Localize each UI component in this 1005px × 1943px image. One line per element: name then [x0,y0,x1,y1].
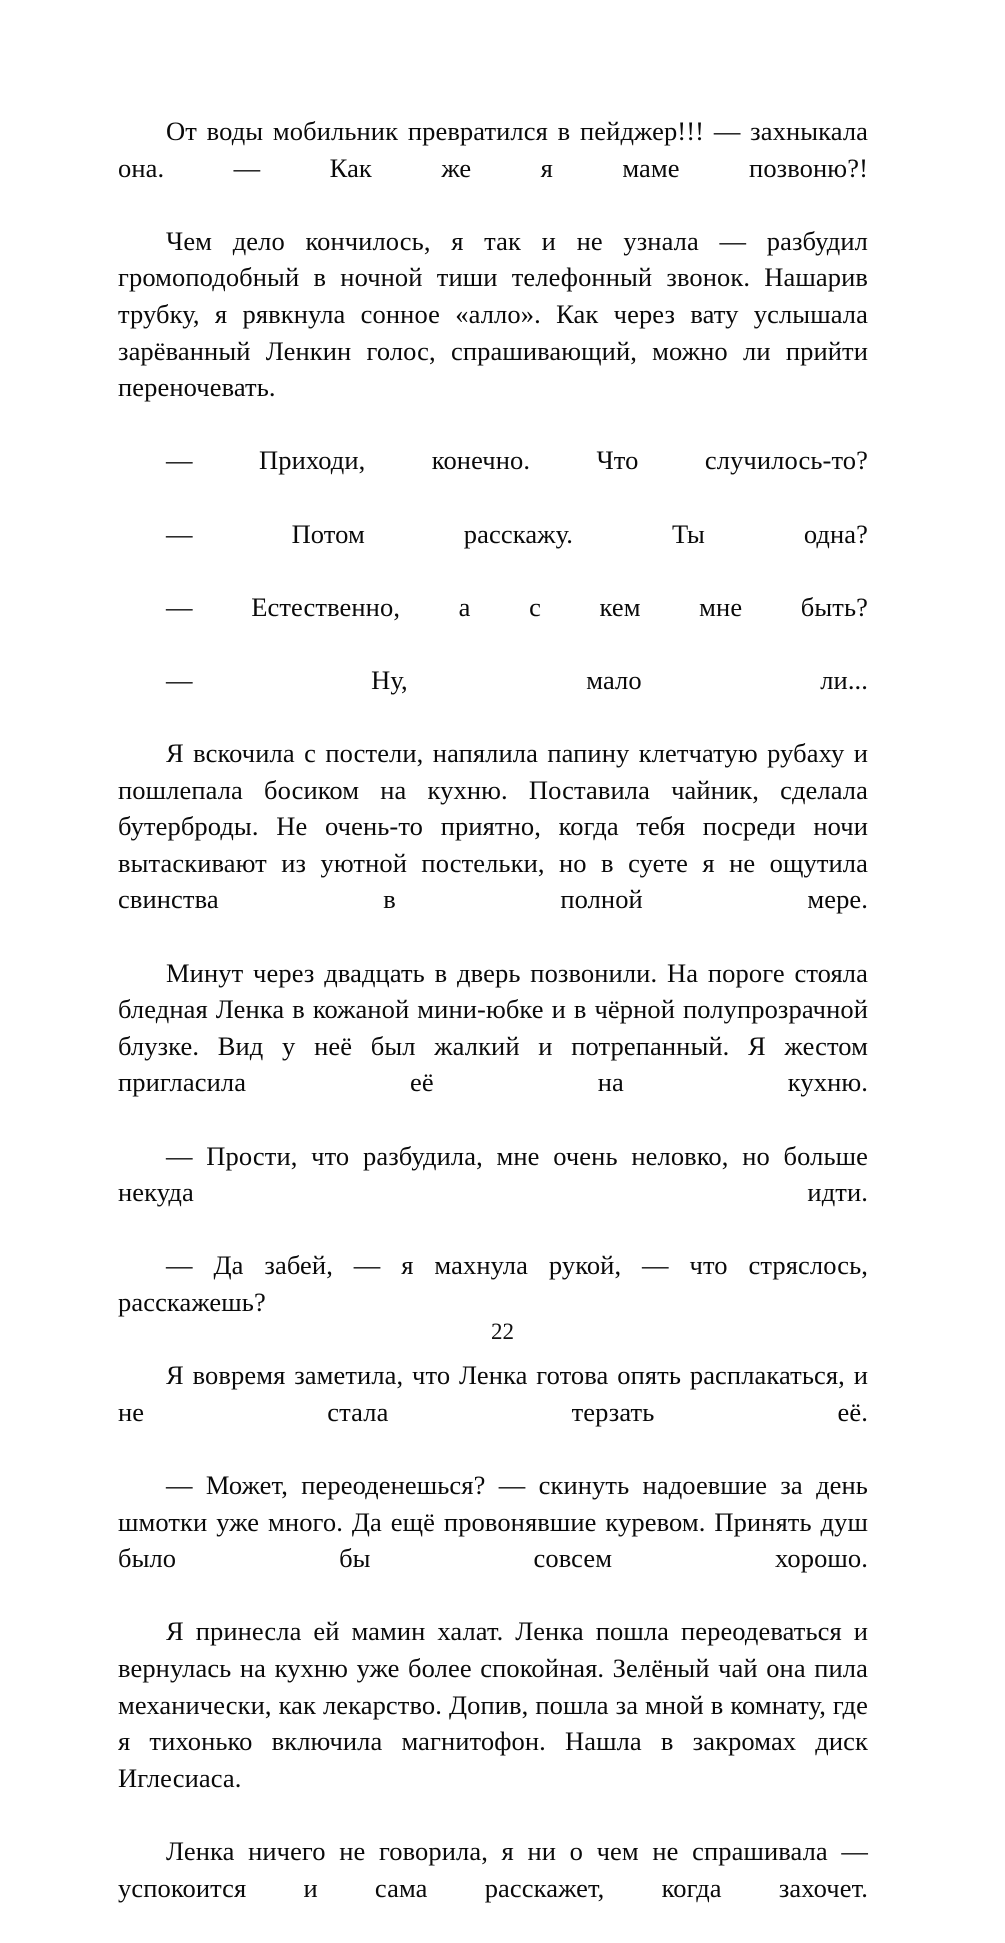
paragraph: Я принесла ей мамин халат. Ленка пошла переодеваться и вернулась на кухню уже более спокойная. Зелёный чай она пила механически, как лекарство. Допив, пошла за мной в комнату, где я тихонько включила магнитофон. Нашла в закромах диск Иглесиаса. [118,1616,868,1793]
dialogue-line: — Потом расскажу. Ты одна? [166,518,868,549]
paragraph: Чем дело кончилось, я так и не узнала — разбудил громоподобный в ночной тиши телефонный звонок. Нашарив трубку, я рявкнула сонное «алло». Как через вату услышала зарёванный Ленкин голос, спрашивающий, можно ли прийти переночевать. [118,225,868,403]
dialogue-line: — Ну, мало ли... [166,664,868,695]
paragraph: От воды мобильник превратился в пейджер!!! — захныкала она. — Как же я маме позвоню?! [118,116,868,183]
paragraph: Я вскочила с постели, напялила папину клетчатую рубаху и пошлепала босиком на кухню. Поставила чайник, сделала бутерброды. Не очень-то приятно, когда тебя посреди ночи вытаскивают из уютной постельки, но в суете я не ощутила свинства в полной мере. [118,738,868,915]
dialogue-line: — Естественно, а с кем мне быть? [166,591,868,622]
dialogue-line: — Приходи, конечно. Что случилось-то? [166,445,868,476]
dialogue-line: — Может, переоденешься? — скинуть надоевшие за день шмотки уже много. Да ещё провонявшие куревом. Принять душ было бы совсем хорошо. [118,1469,868,1574]
paragraph: Ленка ничего не говорила, я ни о чем не спрашивала — успокоится и сама расскажет, когда захочет. [118,1835,868,1903]
dialogue-line: — Прости, что разбудила, мне очень неловко, но больше некуда идти. [118,1140,868,1208]
page-number: 22 [491,1319,514,1344]
paragraph: Я вовремя заметила, что Ленка готова опять расплакаться, и не стала терзать её. [118,1360,868,1427]
dialogue-line: — Да забей, — я махнула рукой, — что стряслось, расскажешь? [118,1250,868,1317]
page-text-block [118,113,868,1943]
paragraph: Минут через двадцать в дверь позвонили. На пороге стояла бледная Ленка в кожаной мини-юбке и в чёрной полупрозрачной блузке. Вид у неё был жалкий и потрепанный. Я жестом пригласила её на кухню. [118,957,868,1098]
